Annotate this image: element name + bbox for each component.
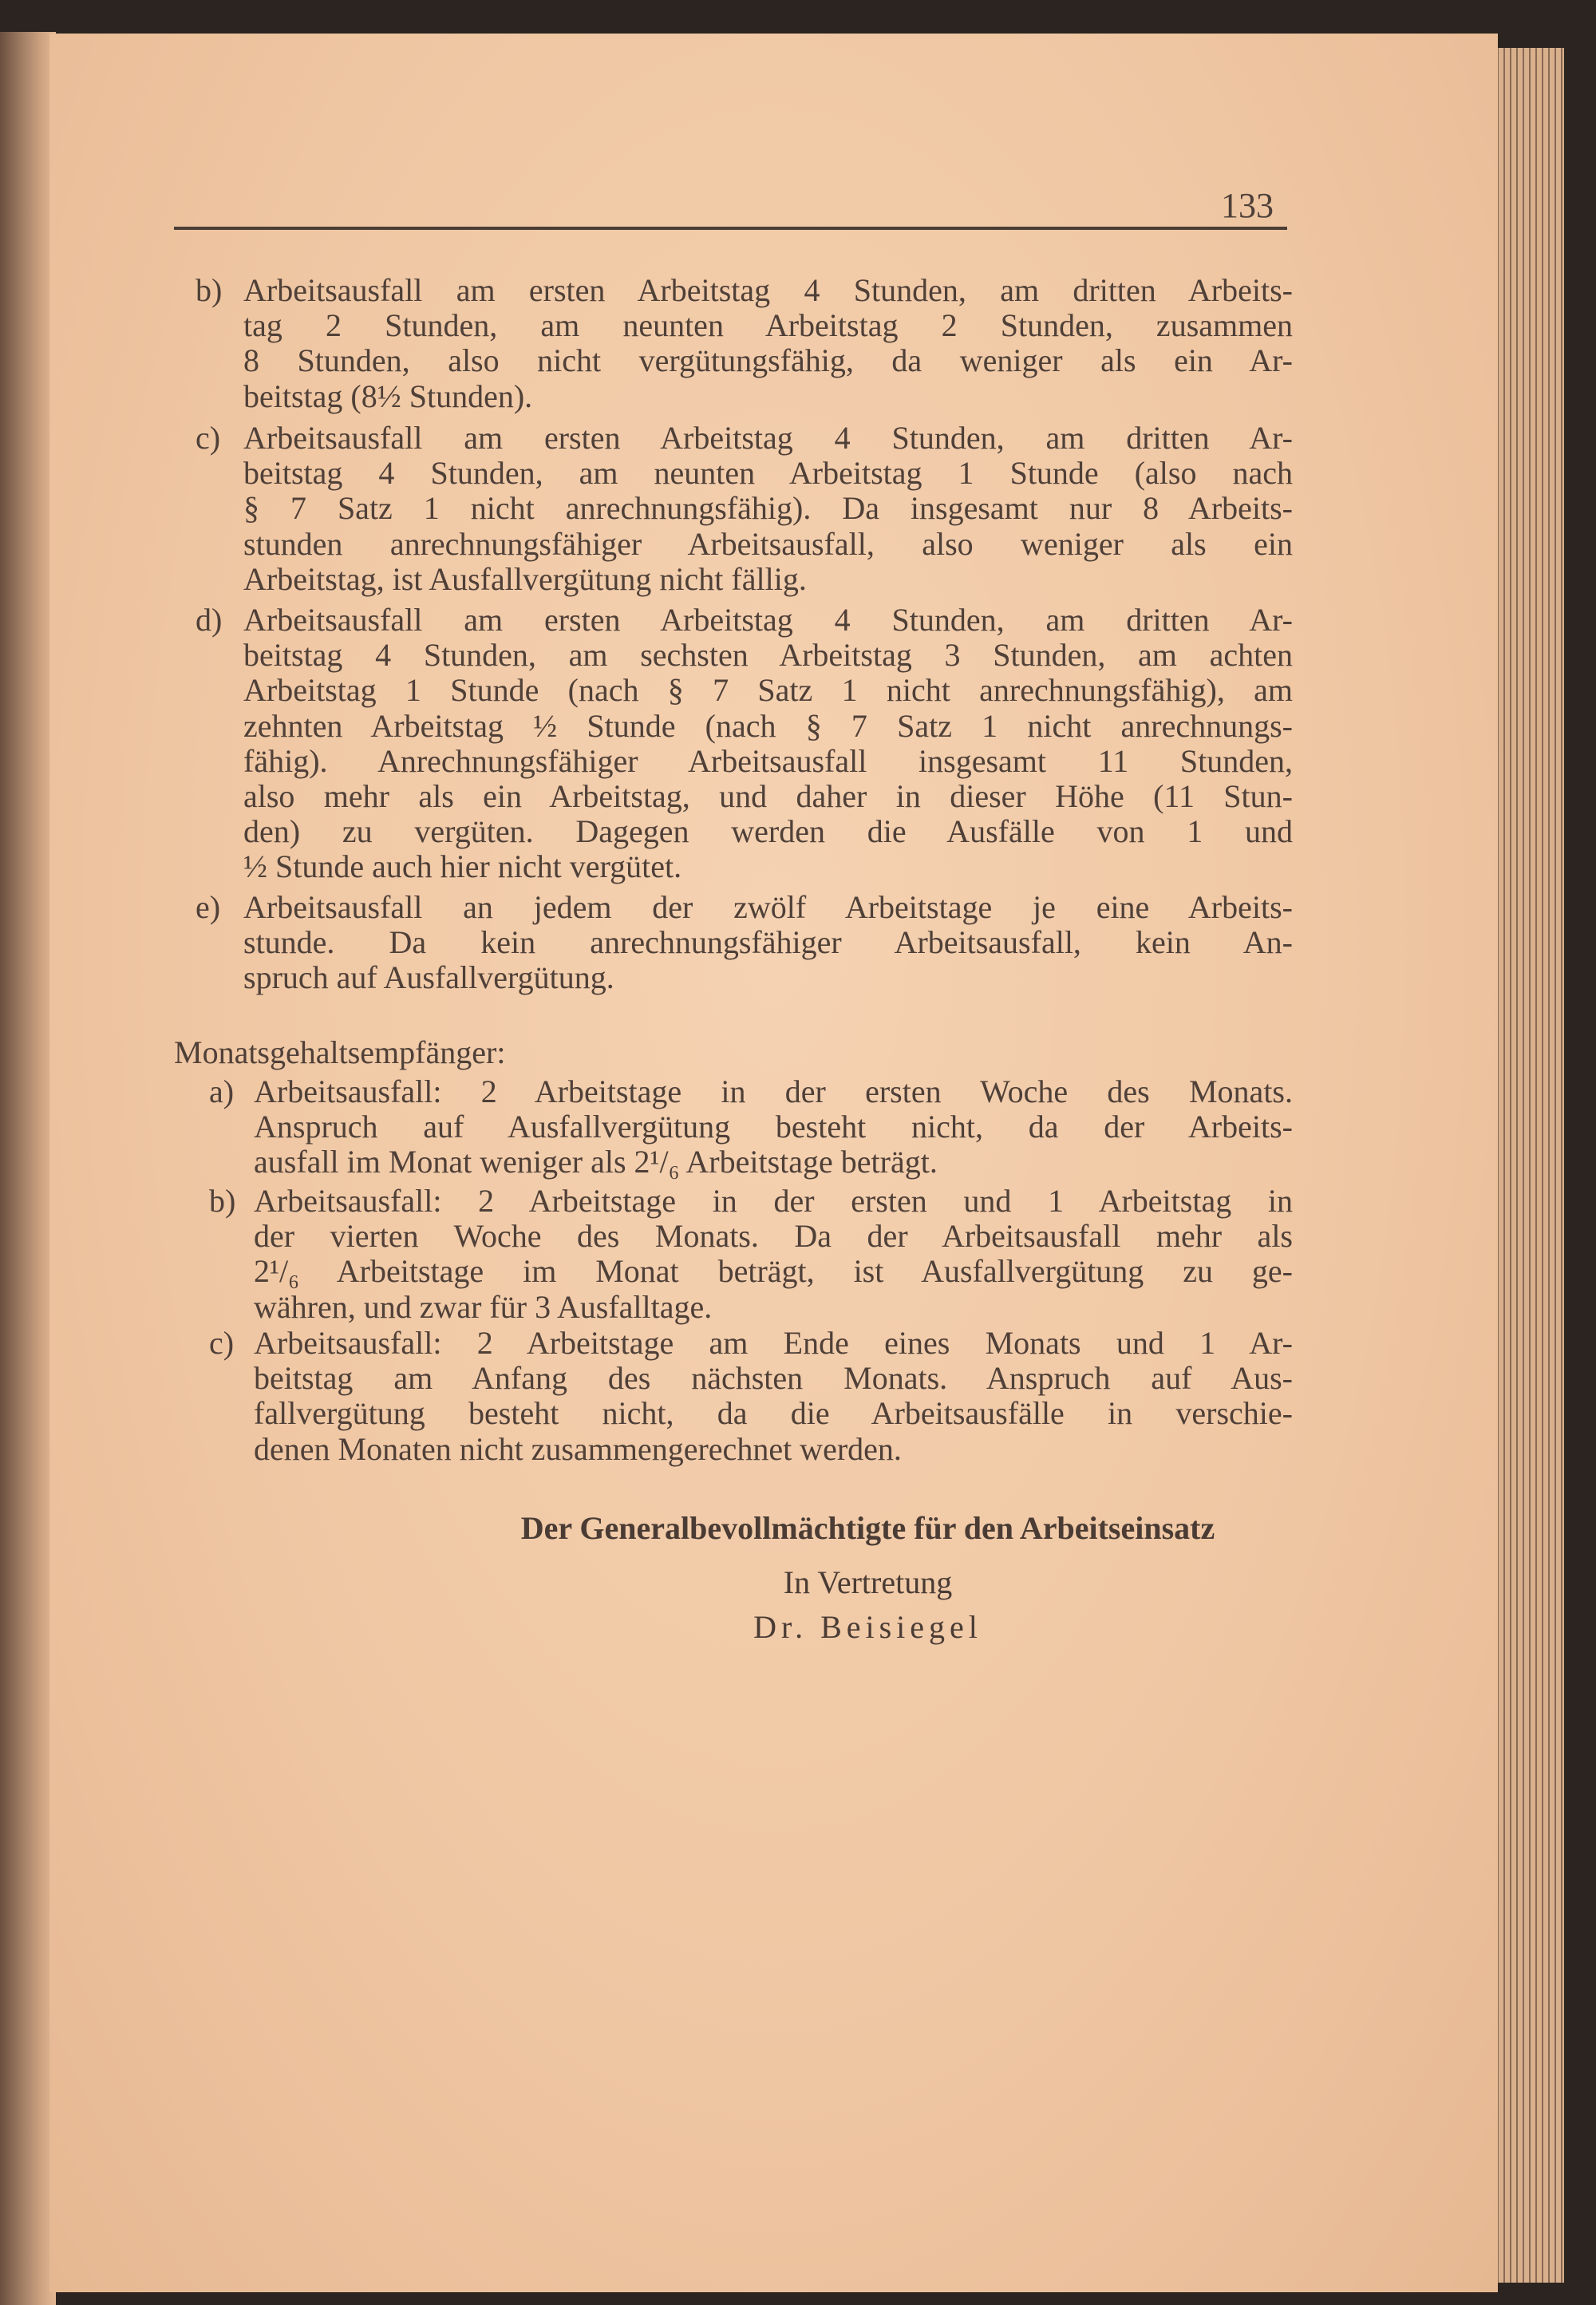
item-text-line: denen Monaten nicht zusammengerechnet werden. (254, 1430, 902, 1467)
section-heading: Monatsgehaltsempfänger: (174, 1034, 506, 1070)
item-label: c) (209, 1325, 235, 1361)
item-text-line: Arbeitsausfall: 2 Arbeitstage am Ende eines Monats und 1 Ar- (254, 1325, 1293, 1361)
item-text-line: den) zu vergüten. Dagegen werden die Ausfälle von 1 und (243, 813, 1293, 850)
item-label: b) (196, 272, 223, 308)
item-text-line: Arbeitstag 1 Stunde (nach § 7 Satz 1 nicht anrechnungsfähig), am (243, 672, 1293, 709)
item-text-line: zehnten Arbeitstag ½ Stunde (nach § 7 Satz 1 nicht anrechnungs- (243, 707, 1293, 744)
item-text-line: Arbeitsausfall am ersten Arbeitstag 4 Stunden, am dritten Arbeits- (243, 272, 1293, 308)
item-text-line: tag 2 Stunden, am neunten Arbeitstag 2 Stunden, zusammen (243, 307, 1293, 344)
item-text-line: beitstag (8½ Stunden). (243, 378, 533, 414)
item-label: d) (196, 602, 223, 638)
item-text-line: der vierten Woche des Monats. Da der Arbeitsausfall mehr als (254, 1218, 1293, 1255)
item-text-line: Arbeitsausfall an jedem der zwölf Arbeitstage je eine Arbeits- (243, 889, 1293, 925)
page-number: 133 (1221, 186, 1274, 225)
item-text-line: 2¹/₆ Arbeitstage im Monat beträgt, ist Ausfallvergütung zu ge- (254, 1253, 1293, 1290)
item-text-line: § 7 Satz 1 nicht anrechnungsfähig). Da insgesamt nur 8 Arbeits- (243, 490, 1293, 527)
item-text-line: währen, und zwar für 3 Ausfalltage. (254, 1288, 713, 1325)
signature-name: Dr. Beisiegel (753, 1609, 982, 1645)
item-text-line: Arbeitsausfall: 2 Arbeitstage in der ersten und 1 Arbeitstag in (254, 1183, 1293, 1219)
left-page-edge (0, 32, 56, 2305)
item-text-line: beitstag am Anfang des nächsten Monats. Anspruch auf Aus- (254, 1360, 1293, 1397)
item-label: e) (196, 889, 221, 925)
item-text-line: stunden anrechnungsfähiger Arbeitsausfall, also weniger als ein (243, 525, 1293, 562)
item-label: a) (209, 1073, 235, 1109)
item-text-line: beitstag 4 Stunden, am sechsten Arbeitstag 3 Stunden, am achten (243, 637, 1293, 674)
item-text-line: also mehr als ein Arbeitstag, und daher in dieser Höhe (11 Stun- (243, 778, 1293, 814)
page-stack-edge (1492, 48, 1564, 2283)
item-text-line: 8 Stunden, also nicht vergütungsfähig, da weniger als ein Ar- (243, 342, 1293, 379)
item-text-line: fallvergütung besteht nicht, da die Arbeitsausfälle in verschie- (254, 1395, 1293, 1432)
signature-authority: Der Generalbevollmächtigte für den Arbeitseinsatz (520, 1510, 1215, 1546)
item-text-line: beitstag 4 Stunden, am neunten Arbeitstag 1 Stunde (also nach (243, 455, 1293, 492)
item-label: b) (209, 1183, 236, 1219)
item-text-line: Arbeitsausfall am ersten Arbeitstag 4 Stunden, am dritten Ar- (243, 420, 1293, 456)
item-text-line: spruch auf Ausfallvergütung. (243, 959, 614, 996)
item-text-line: ½ Stunde auch hier nicht vergütet. (243, 848, 682, 885)
item-text-line: ausfall im Monat weniger als 2¹/₆ Arbeitstage beträgt. (254, 1144, 938, 1180)
item-text-line: Arbeitsausfall am ersten Arbeitstag 4 Stunden, am dritten Ar- (243, 602, 1293, 638)
header-rule (174, 227, 1287, 230)
item-text-line: stunde. Da kein anrechnungsfähiger Arbeitsausfall, kein An- (243, 924, 1293, 961)
signature-capacity: In Vertretung (783, 1564, 953, 1600)
item-label: c) (196, 420, 221, 456)
item-text-line: fähig). Anrechnungsfähiger Arbeitsausfall insgesamt 11 Stunden, (243, 742, 1293, 779)
item-text-line: Arbeitsausfall: 2 Arbeitstage in der ersten Woche des Monats. (254, 1073, 1293, 1109)
item-text-line: Arbeitstag, ist Ausfallvergütung nicht fällig. (243, 560, 807, 597)
item-text-line: Anspruch auf Ausfallvergütung besteht nicht, da der Arbeits- (254, 1109, 1293, 1145)
